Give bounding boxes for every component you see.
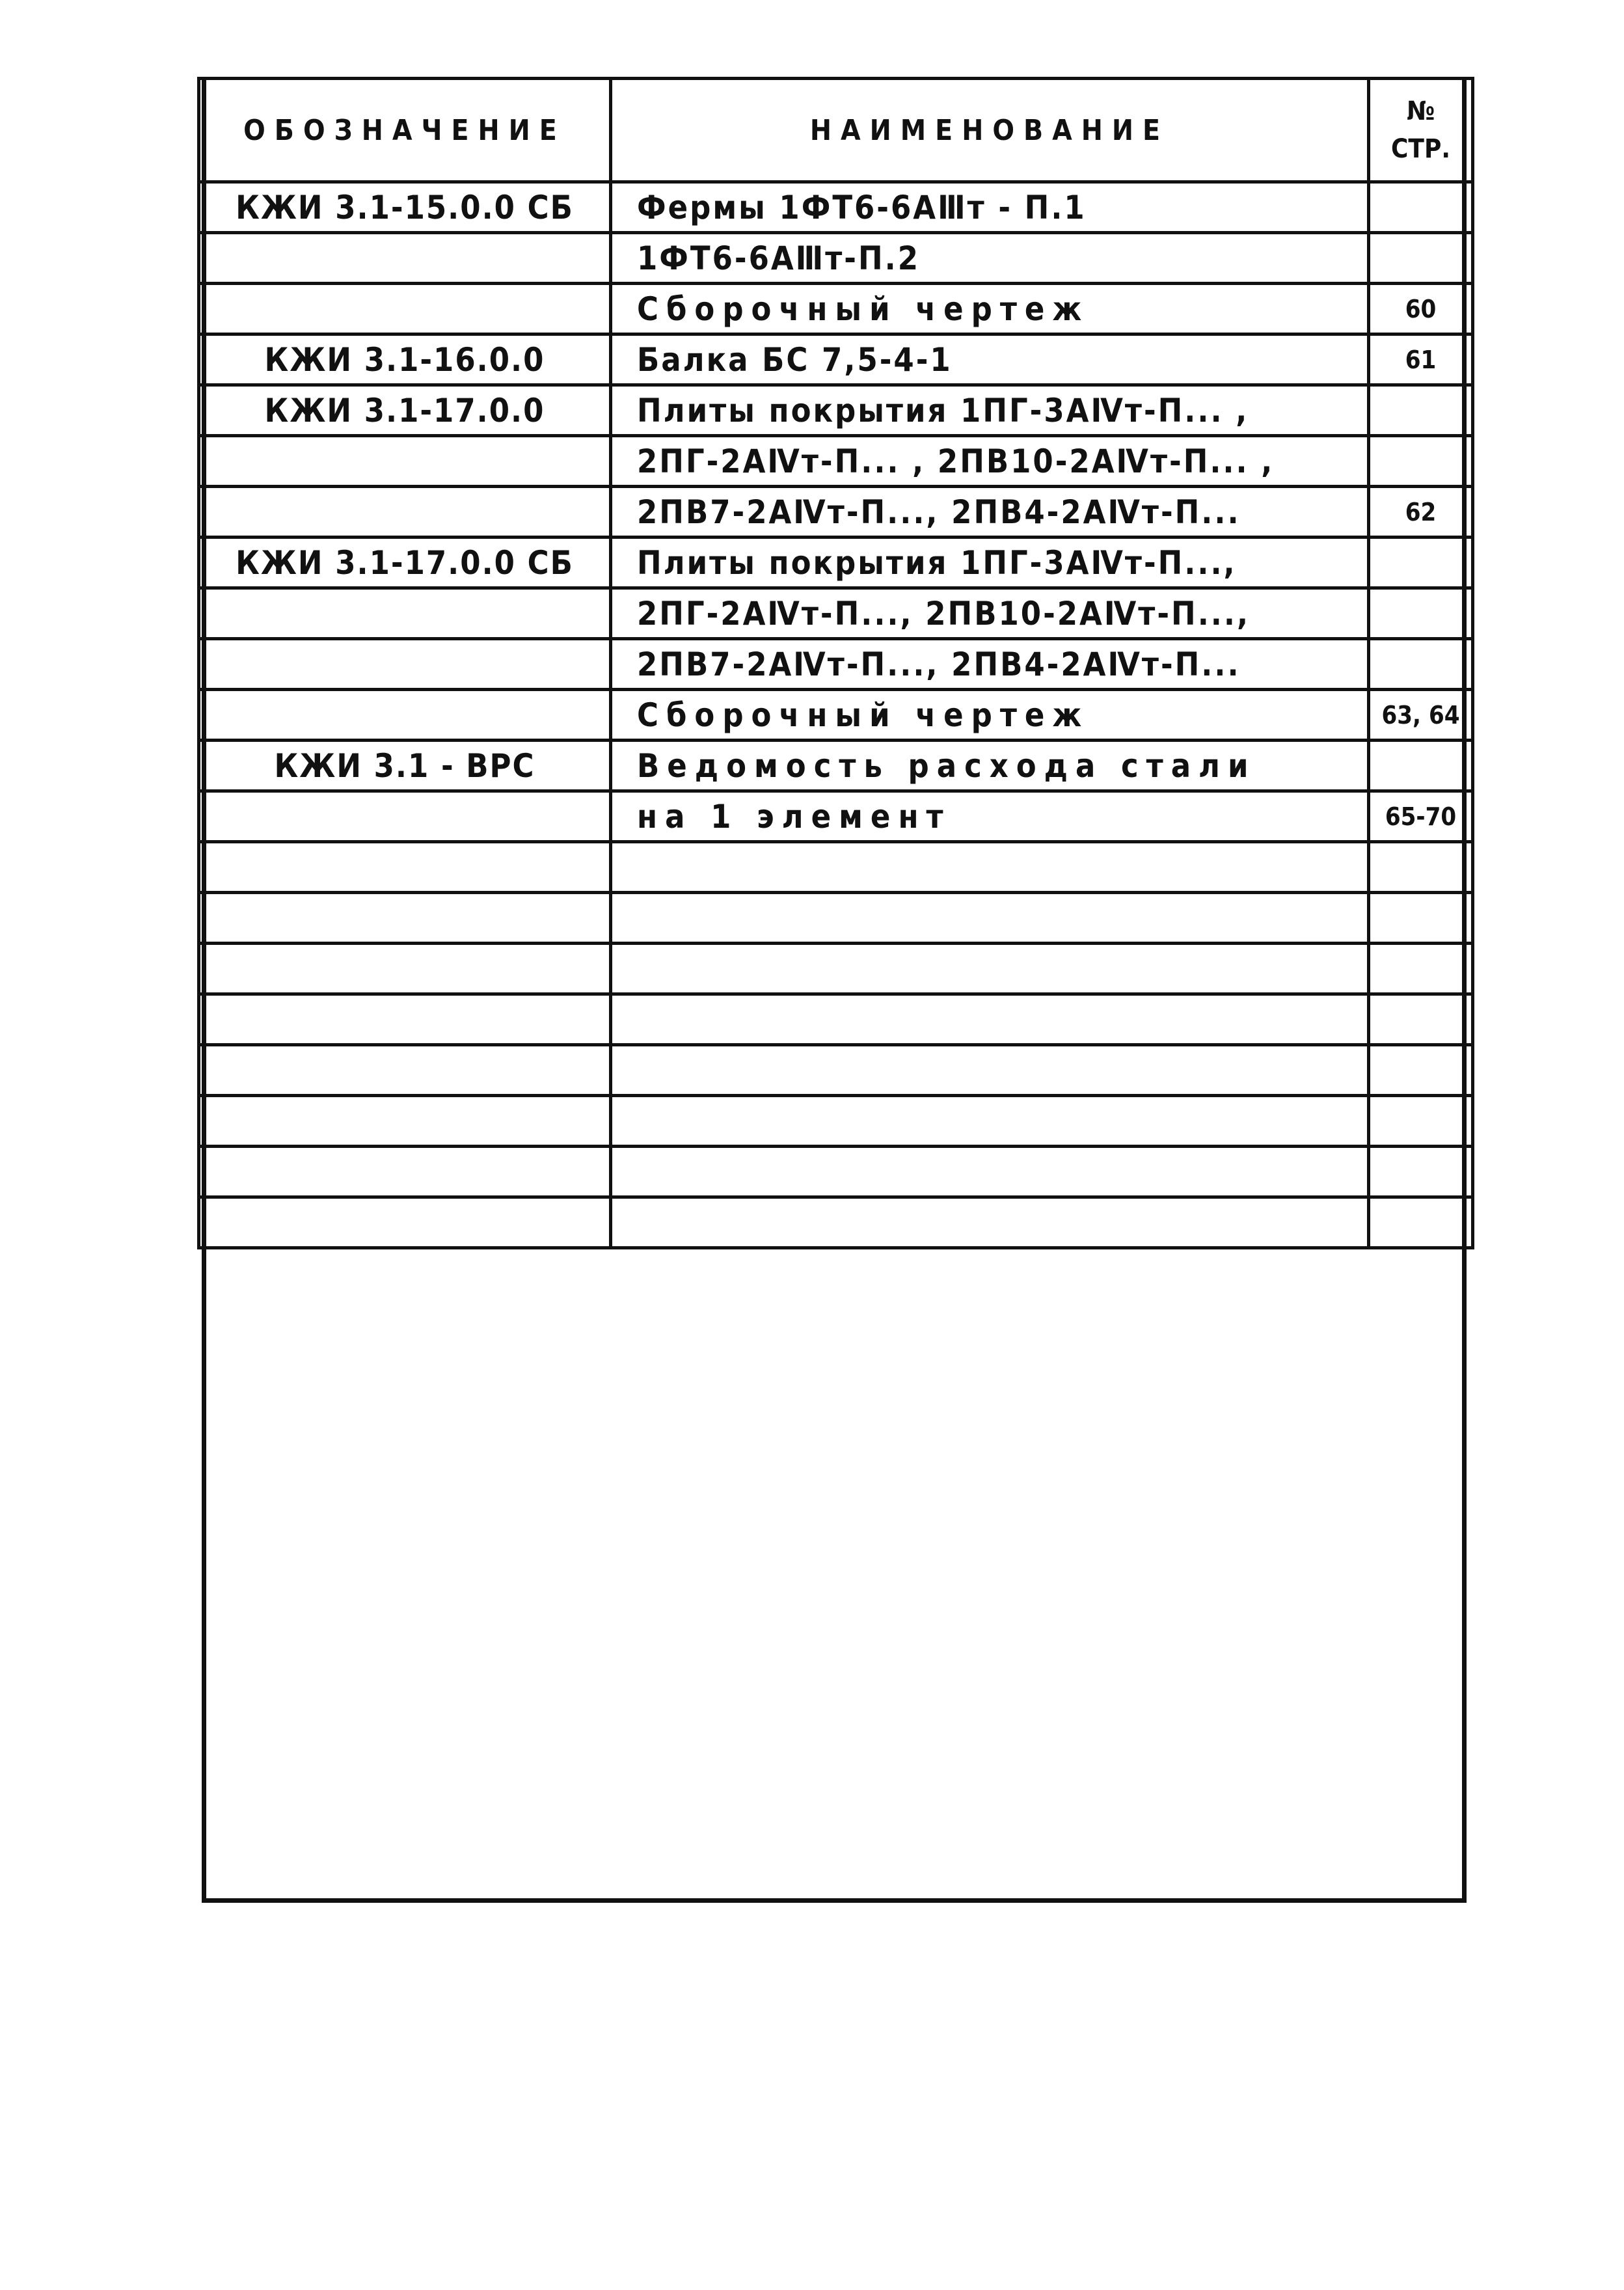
- header-page-label: СТР.: [1391, 134, 1450, 164]
- designation-cell: [199, 690, 611, 741]
- header-designation: ОБОЗНАЧЕНИЕ: [199, 79, 611, 182]
- designation-cell: [199, 842, 611, 893]
- name-cell: на 1 элемент: [611, 791, 1369, 842]
- table-row: [199, 538, 1473, 588]
- designation-cell: [199, 284, 611, 334]
- header-name: НАИМЕНОВАНИЕ: [611, 79, 1369, 182]
- table-row: [199, 588, 1473, 639]
- page-cell: [1369, 994, 1473, 1045]
- table-row: [199, 334, 1473, 385]
- table-row: [199, 944, 1473, 994]
- name-cell: [611, 1045, 1369, 1096]
- page-cell: 62: [1369, 487, 1473, 538]
- table-row: [199, 182, 1473, 233]
- table-row: [199, 1147, 1473, 1197]
- page-cell: [1369, 842, 1473, 893]
- page-cell: [1369, 944, 1473, 994]
- name-cell: [611, 893, 1369, 944]
- name-cell: [611, 944, 1369, 994]
- page-cell: 65-70: [1369, 791, 1473, 842]
- table-row: [199, 994, 1473, 1045]
- table-row: [199, 741, 1473, 791]
- name-cell: Ведомость расхода стали: [611, 741, 1369, 791]
- name-cell: 2ПГ-2АⅣт-П..., 2ПВ10-2АⅣт-П...,: [611, 588, 1369, 639]
- table-row: [199, 487, 1473, 538]
- table-row: [199, 1096, 1473, 1147]
- designation-cell: [199, 1197, 611, 1248]
- name-cell: 2ПВ7-2АⅣт-П..., 2ПВ4-2АⅣт-П...: [611, 639, 1369, 690]
- table-row: [199, 639, 1473, 690]
- page-cell: 63, 64: [1369, 690, 1473, 741]
- designation-cell: [199, 588, 611, 639]
- page-cell: [1369, 588, 1473, 639]
- name-cell: [611, 1197, 1369, 1248]
- name-cell: Сборочный чертеж: [611, 690, 1369, 741]
- contents-table: [197, 77, 1474, 1249]
- name-cell: 2ПВ7-2АⅣт-П..., 2ПВ4-2АⅣт-П...: [611, 487, 1369, 538]
- name-cell: Фермы 1ФТ6-6АⅢт - П.1: [611, 182, 1369, 233]
- table-row: [199, 1197, 1473, 1248]
- designation-cell: [199, 791, 611, 842]
- designation-cell: [199, 1096, 611, 1147]
- page-cell: [1369, 1096, 1473, 1147]
- page-cell: [1369, 233, 1473, 284]
- designation-cell: [199, 1045, 611, 1096]
- name-cell: 1ФТ6-6АⅢт-П.2: [611, 233, 1369, 284]
- designation-cell: [199, 639, 611, 690]
- table-row: [199, 233, 1473, 284]
- page-cell: [1369, 436, 1473, 487]
- designation-cell: КЖИ 3.1-17.0.0: [199, 385, 611, 436]
- table-row: [199, 436, 1473, 487]
- designation-cell: [199, 487, 611, 538]
- name-cell: Балка БС 7,5-4-1: [611, 334, 1369, 385]
- designation-cell: [199, 1147, 611, 1197]
- header-row: [199, 79, 1473, 182]
- name-cell: [611, 994, 1369, 1045]
- table-row: [199, 690, 1473, 741]
- designation-cell: [199, 233, 611, 284]
- name-cell: [611, 1147, 1369, 1197]
- page-cell: [1369, 1045, 1473, 1096]
- designation-cell: [199, 994, 611, 1045]
- page-cell: [1369, 385, 1473, 436]
- page-cell: [1369, 1147, 1473, 1197]
- page-cell: [1369, 639, 1473, 690]
- header-page-number-sign: №: [1406, 96, 1435, 126]
- name-cell: Плиты покрытия 1ПГ-3АⅣт-П... ,: [611, 385, 1369, 436]
- designation-cell: КЖИ 3.1 - ВРС: [199, 741, 611, 791]
- page-cell: 61: [1369, 334, 1473, 385]
- header-page: [1369, 79, 1473, 182]
- name-cell: [611, 842, 1369, 893]
- page-cell: 60: [1369, 284, 1473, 334]
- name-cell: Сборочный чертеж: [611, 284, 1369, 334]
- designation-cell: КЖИ 3.1-15.0.0 СБ: [199, 182, 611, 233]
- table-row: [199, 893, 1473, 944]
- designation-cell: [199, 436, 611, 487]
- name-cell: 2ПГ-2АⅣт-П... , 2ПВ10-2АⅣт-П... ,: [611, 436, 1369, 487]
- table-row: [199, 842, 1473, 893]
- table-row: [199, 1045, 1473, 1096]
- table-row: [199, 791, 1473, 842]
- name-cell: [611, 1096, 1369, 1147]
- designation-cell: КЖИ 3.1-16.0.0: [199, 334, 611, 385]
- name-cell: Плиты покрытия 1ПГ-3АⅣт-П...,: [611, 538, 1369, 588]
- designation-cell: [199, 893, 611, 944]
- page-cell: [1369, 538, 1473, 588]
- designation-cell: КЖИ 3.1-17.0.0 СБ: [199, 538, 611, 588]
- page-cell: [1369, 893, 1473, 944]
- table-row: [199, 385, 1473, 436]
- page-cell: [1369, 741, 1473, 791]
- page-cell: [1369, 1197, 1473, 1248]
- page-cell: [1369, 182, 1473, 233]
- table-row: [199, 284, 1473, 334]
- designation-cell: [199, 944, 611, 994]
